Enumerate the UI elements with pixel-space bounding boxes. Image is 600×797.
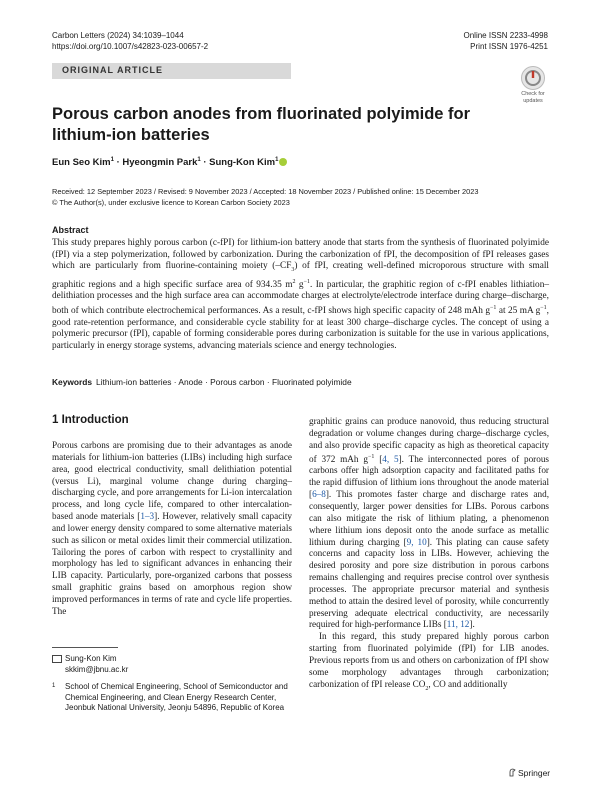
abstract-text: This study prepares highly porous carbon (c-fPI) for lithium-ion battery anode that starts from the synthesis of fluorinated polyimide (fPI) via a step polymerization, followed by carbonization. During the carbonization of fPI, the decomposition of fPI releases gases which are particularly from fluorine-containing moiety $(-CF_3)$ of fPI, creating well-defined microporous structure with small graphitic regions and a high specific surface area of 934.35 $m^2$ $g^{-1}$. In particular, the graphitic region of c-fPI enables lithiation–delithiation processes and the high surface area can accommodate charges at electrolyte/electrode interface during charge–discharge, both of which contribute electrochemical performances. As a result, c-fPI shows high specific capacity of 248 mAh $g^{-1}$ at 25 mA $g^{-1}$, good rate-retention performance, and considerable cycle stability for at least 300 charge–discharge cycles. The concept of using a polymeric precursor (fPI), capable of forming considerable pores during carbonization is suitable for the use in various applications, particularly in energy storage systems, advancing materials science and energy technologies. bbox=[52, 238, 550, 351]
check-updates-label-2: updates bbox=[523, 98, 543, 104]
envelope-icon bbox=[52, 655, 62, 663]
date-history: Received: 12 September 2023 / Revised: 9 November 2023 / Accepted: 18 November 2023 / Published online: 15 December 2023 bbox=[52, 187, 479, 196]
citation-link[interactable]: 11, 12 bbox=[446, 619, 470, 630]
corresponding-author bbox=[52, 654, 128, 675]
citation-link[interactable]: 9, 10 bbox=[406, 536, 427, 547]
author-3[interactable]: Sung-Kon Kim bbox=[209, 157, 276, 169]
keywords bbox=[52, 377, 549, 387]
author-1-affiliation: 1 bbox=[110, 157, 114, 163]
affiliation-text: School of Chemical Engineering, School of Semiconductor and Chemical Engineering, and Clean Energy Research Center, Jeonbuk National University, Jeonju 54896, Republic of Korea bbox=[65, 682, 288, 712]
running-header-left bbox=[52, 30, 208, 52]
running-header-right bbox=[464, 30, 549, 52]
citation-link[interactable]: 4, 5 bbox=[382, 453, 399, 464]
author-1[interactable]: Eun Seo Kim bbox=[52, 157, 111, 169]
author-separator: · bbox=[200, 157, 210, 169]
intro-column-right bbox=[309, 416, 549, 695]
check-for-updates-button[interactable] bbox=[518, 66, 548, 104]
author-separator: · bbox=[113, 157, 123, 169]
orcid-icon[interactable] bbox=[279, 158, 287, 166]
corresponding-author-name: Sung-Kon Kim bbox=[65, 654, 117, 663]
keywords-label: Keywords bbox=[52, 377, 93, 387]
affiliation-footnote bbox=[52, 682, 292, 714]
check-updates-label-1: Check for bbox=[521, 91, 545, 97]
publisher-name: Springer bbox=[518, 768, 551, 778]
paragraph: graphitic grains can produce nanovoid, thus reducing structural degradation or volume changes during charge–discharge cycles, and also provide specific capacity as high as theoretical capacity of 372 mAh $g^{-1}$ [4, 5]. The interconnected pores of porous carbons offer high adsorption capacity and facilitated paths for the rapid diffusion of lithium ions throughout the anode material [6–8]. This promotes faster charge and discharge rates and, consequently, larger power densities for LIBs. Porous carbons can also mitigate the risk of lithium plating, a phenomenon where lithium ions deposit onto the anode surface as metallic lithium during charging [9, 10]. This plating can cause safety concerns and capacity loss in LIBs. However, achieving the desired porosity and pore size distribution in porous carbons remains challenging and requires precise control over synthesis processes. The appropriate precursor material and synthesis method to attain the desired level of porosity, while concurrently preserving adequate electrical conductivity, are necessarily required for high-performance LIBs [11, 12]. bbox=[309, 416, 550, 630]
section-heading-introduction: 1 Introduction bbox=[52, 414, 129, 426]
intro-column-left: Porous carbons are promising due to their advantages as anode materials for lithium-ion batteries (LIBs) including high surface area, good electrical conductivity, small delithiation potential (versus Li), marginal volume change during charging–discharging cycle, and pore arrangements for Li-ion intercalation process, and long cycle life, compared to other intercalation-based anode materials [1–3]. However, relatively small capacity and lower energy density compared to some alternative materials such as silicon or metal oxides limit their commercial utilization. Tailoring the pores of carbon with respect to crystallinity and morphology has led to significant advances in enhancing their LIB capacity. Particularly, pore-organized carbons that possess small graphitic grains based on amorphous region show improved performances in terms of rate and cycle life properties. The bbox=[52, 440, 292, 616]
paragraph: In this regard, this study prepared highly porous carbon starting from fluorinated polyimide (fPI) for LIB anodes. Previous reports from us and others on carbonization of fPI show some morphology advantages through carbonization; carbonization of fPI release $CO_2$, CO and additionally bbox=[309, 631, 549, 692]
citation-link[interactable]: 1–3 bbox=[140, 511, 155, 522]
abstract-heading: Abstract bbox=[52, 225, 89, 235]
keywords-list: Lithium-ion batteries · Anode · Porous carbon · Fluorinated polyimide bbox=[96, 377, 352, 387]
author-2[interactable]: Hyeongmin Park bbox=[122, 157, 198, 169]
doi-link[interactable]: https://doi.org/10.1007/s42823-023-00657-2 bbox=[52, 42, 209, 51]
copyright-notice: © The Author(s), under exclusive licence to Korean Carbon Society 2023 bbox=[52, 197, 290, 207]
article-type: ORIGINAL ARTICLE bbox=[62, 65, 163, 75]
print-issn: Print ISSN 1976-4251 bbox=[470, 42, 548, 51]
online-issn: Online ISSN 2233-4998 bbox=[463, 31, 548, 40]
paper-title: Porous carbon anodes from fluorinated polyimide for lithium-ion batteries bbox=[52, 105, 471, 144]
corresponding-author-email[interactable]: skkim@jbnu.ac.kr bbox=[65, 664, 129, 674]
footnote-divider bbox=[52, 647, 118, 648]
affiliation-mark: 1 bbox=[52, 683, 56, 689]
author-2-affiliation: 1 bbox=[197, 157, 201, 163]
author-list bbox=[52, 157, 287, 168]
springer-horse-icon bbox=[508, 768, 516, 777]
citation-link[interactable]: 6–8 bbox=[312, 489, 326, 500]
journal-citation: Carbon Letters (2024) 34:1039–1044 bbox=[52, 31, 184, 40]
article-type-band bbox=[52, 63, 291, 79]
check-updates-icon bbox=[521, 66, 545, 90]
publisher-logo bbox=[508, 768, 550, 778]
publication-dates bbox=[52, 187, 478, 208]
author-3-affiliation: 1 bbox=[275, 157, 279, 163]
